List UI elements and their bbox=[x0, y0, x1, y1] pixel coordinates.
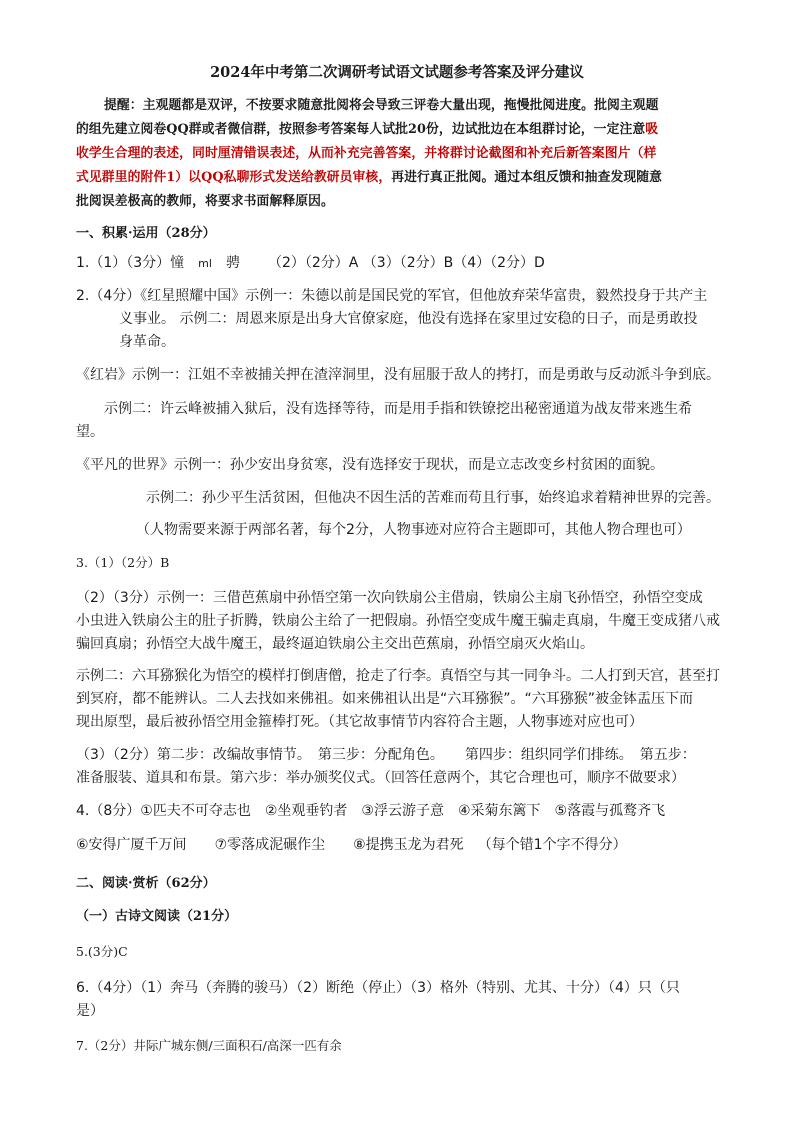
note-line-4-black: 再进行真正批阅。通过本组反馈和抽查发现随意 bbox=[391, 170, 663, 185]
q2-pingfan-2: 示例二：孙少平生活贫困，但他决不因生活的苦难而苟且行事，始终追求着精神世界的完善。 bbox=[146, 490, 720, 506]
q4-item: ③浮云游子意 bbox=[361, 803, 444, 819]
q4-item: ⑧提携玉龙为君死 bbox=[353, 837, 464, 853]
q2-pingfan-1: 《平凡的世界》示例一：孙少安出身贫寒，没有选择安于现状，而是立志改变乡村贫困的面貌。 bbox=[76, 457, 664, 473]
question-5: 5.(3分)C bbox=[76, 944, 128, 959]
q3-example-2c: 现出原型，最后被孙悟空用金箍棒打死。（其它故事情节内容符合主题，人物事迹对应也可） bbox=[76, 714, 643, 730]
q2-scoring-note: （人物需要来源于两部名著，每个2分，人物事迹对应符合主题即可，其他人物合理也可） bbox=[136, 522, 691, 538]
q2-line-3: 身革命。 bbox=[119, 334, 175, 350]
question-1 bbox=[76, 253, 545, 274]
note-line-1: 提醒：主观题都是双评，不按要求随意批阅将会导致三评卷大量出现，拖慢批阅进度。批阅主观题 bbox=[104, 98, 659, 113]
subsection-heading-1: （一）古诗文阅读（21分） bbox=[76, 909, 238, 924]
section-heading-2: 二、阅读·赏析（62分） bbox=[76, 876, 216, 891]
q4-item: ④采菊东篱下 bbox=[457, 803, 541, 819]
q1-word: 骋 bbox=[225, 255, 240, 271]
q2-hongyan-2b: 望。 bbox=[76, 424, 104, 440]
q2-hongyan-2a: 示例二：许云峰被捕入狱后，没有选择等待，而是用手指和铁镣挖出秘密通道为战友带来逃生希 bbox=[104, 401, 692, 417]
q3-example-2a: 示例二：六耳猕猴化为悟空的模样打倒唐僧，抢走了行李。真悟空与其一同争斗。二人打到天宫，甚至打 bbox=[76, 668, 720, 684]
note-line-4-red: 式见群里的附件1）以QQ私聊形式发送给教研员审核， bbox=[76, 170, 392, 185]
q3-part-2b: 小虫进入铁扇公主的肚子折腾，铁扇公主给了一把假扇。孙悟空变成牛魔王骗走真扇，牛魔王变成猪八戒 bbox=[76, 613, 720, 629]
q3-part-3a: （3）（2分）第二步：改编故事情节。 第三步：分配角色。 第四步：组织同学们排练。 第五步： bbox=[76, 747, 696, 763]
q4-item: ⑦零落成泥碾作尘 bbox=[214, 837, 326, 853]
q3-part-2c: 骗回真扇；孙悟空大战牛魔王，最终逼迫铁扇公主交出芭蕉扇，孙悟空扇灭火焰山。 bbox=[76, 636, 594, 652]
q2-hongyan-1: 《红岩》示例一：江姐不幸被捕关押在渣滓洞里，没有屈服于敌人的拷打，而是勇敢与反动派斗争到底。 bbox=[76, 367, 720, 383]
q4-line-2 bbox=[76, 835, 627, 855]
page-title: 2024年中考第二次调研考试语文试题参考答案及评分建议 bbox=[210, 64, 584, 81]
q3-part-2a: （2）（3分）示例一：三借芭蕉扇中孙悟空第一次向铁扇公主借扇，铁扇公主扇飞孙悟空，孙悟空变成 bbox=[76, 590, 703, 606]
note-line-3: 收学生合理的表述，同时厘清错误表述，从而补充完善答案，并将群讨论截图和补充后新答案图片（样 bbox=[76, 146, 657, 161]
q3-part-1: 3.（1）（2分）B bbox=[76, 555, 170, 570]
q6-line-2: 是） bbox=[76, 1003, 104, 1019]
q3-part-3b: 准备服装、道具和布景。第六步：举办颁奖仪式。（回答任意两个，其它合理也可，顺序不做要求） bbox=[76, 770, 685, 786]
note-line-2-black: 的组先建立阅卷QQ群或者微信群，按照参考答案每人试批20份，边试批边在本组群讨论，一定注意 bbox=[76, 122, 646, 137]
q1-prefix: 1.（1）（3分）憧 bbox=[76, 255, 185, 271]
q2-line-1: 2.（4分）《红星照耀中国》示例一：朱德以前是国民党的军官，但他放弃荣华富贵，毅然投身于共产主 bbox=[76, 288, 708, 304]
q4-item: 4.（8分）①匹夫不可夺志也 bbox=[76, 803, 251, 819]
q4-item: ⑤落霞与孤鹜齐飞 bbox=[554, 803, 666, 819]
q6-line-1: 6.（4分）（1）奔马（奔腾的骏马）（2）断绝（停止）（3）格外（特别、尤其、十分）（4）只（只 bbox=[76, 980, 680, 996]
note-line-4 bbox=[76, 168, 662, 188]
q1-pinyin: ml bbox=[198, 257, 212, 270]
question-7: 7.（2分）井际广城东侧/三面积石/高深一匹有余 bbox=[76, 1038, 342, 1053]
q4-line-1 bbox=[76, 801, 665, 821]
note-line-2-red: 吸 bbox=[645, 122, 659, 137]
section-heading-1: 一、积累·运用（28分） bbox=[76, 226, 216, 241]
q4-scoring-note: （每个错1个字不得分） bbox=[477, 837, 627, 853]
q1-parts: （2）（2分）A （3）（2分）B（4）（2分）D bbox=[267, 255, 545, 271]
q4-item: ②坐观垂钓者 bbox=[264, 803, 348, 819]
q4-item: ⑥安得广厦千万间 bbox=[76, 837, 187, 853]
note-line-5: 批阅误差极高的教师，将要求书面解释原因。 bbox=[76, 194, 334, 209]
q3-example-2b: 到冥府，都不能辨认。二人去找如来佛祖。如来佛祖认出是“六耳猕猴”。“六耳猕猴”被金钵盂压下而 bbox=[76, 691, 694, 707]
q2-line-2: 义事业。 示例二：周恩来原是出身大官僚家庭，他没有选择在家里过安稳的日子，而是勇敢投 bbox=[119, 311, 698, 327]
note-line-2 bbox=[76, 120, 658, 140]
